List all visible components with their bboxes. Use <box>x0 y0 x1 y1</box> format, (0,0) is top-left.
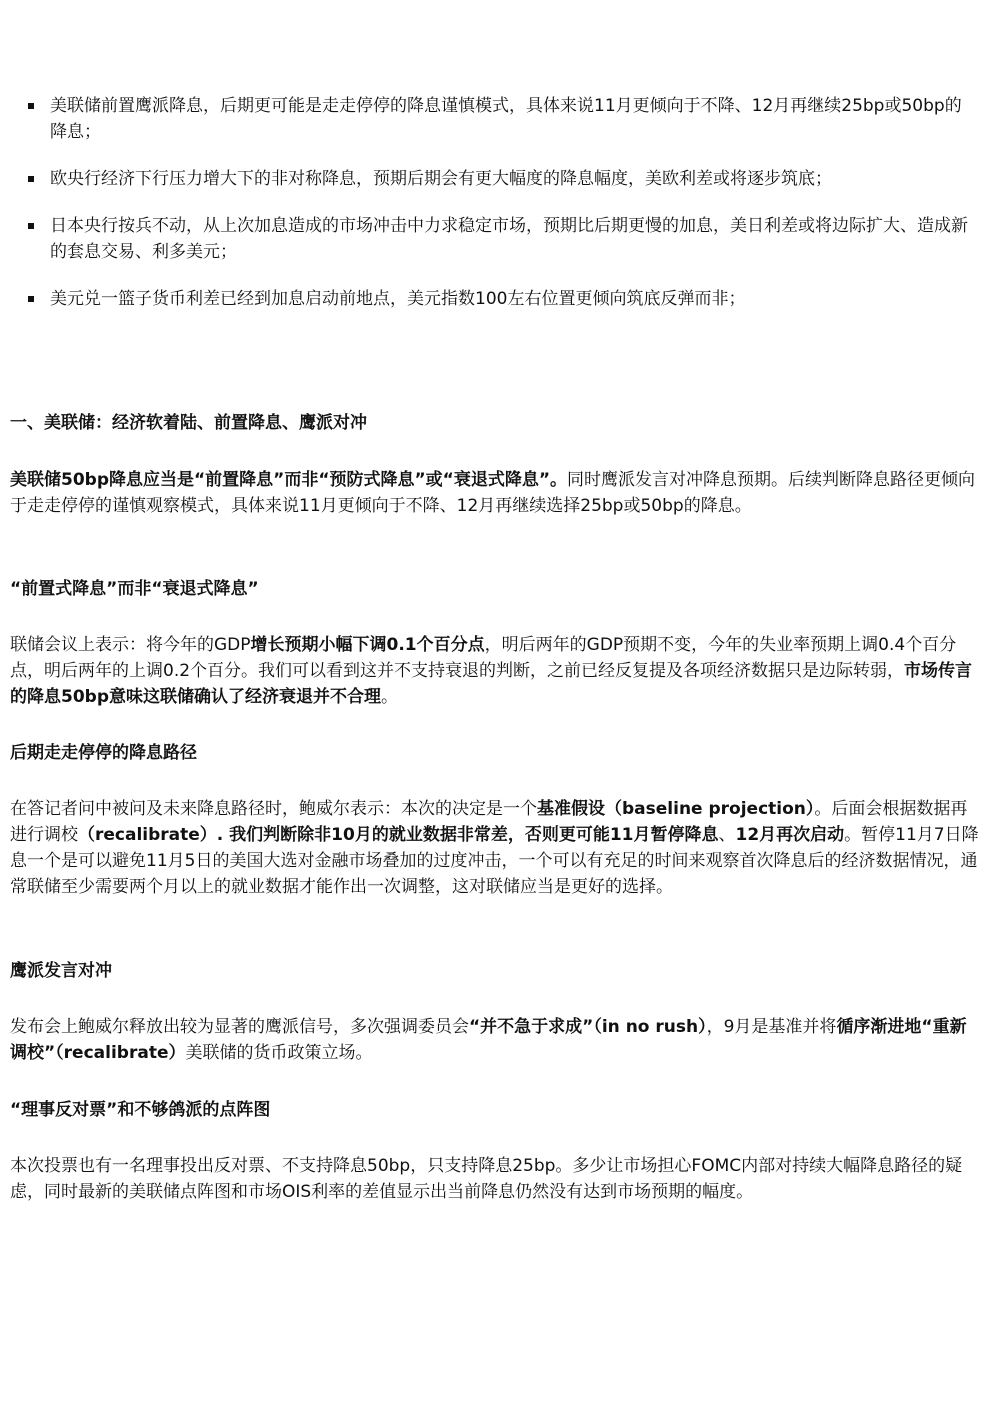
subheading-stop-go-path: 后期走走停停的降息路径 <box>10 743 197 763</box>
summary-bullet: 欧央行经济下行压力增大下的非对称降息，预期后期会有更大幅度的降息幅度，美欧利差或将逐步筑底； <box>28 166 973 192</box>
summary-bullet-list <box>28 93 973 333</box>
summary-bullet: 美元兑一篮子货币利差已经到加息启动前地点，美元指数100左右位置更倾向筑底反弹而非； <box>28 286 973 312</box>
summary-bullet: 美联储前置鹰派降息，后期更可能是走走停停的降息谨慎模式，具体来说11月更倾向于不降、12月再继续25bp或50bp的降息； <box>28 93 973 145</box>
paragraph-gdp-projection: 联储会议上表示：将今年的GDP增长预期小幅下调0.1个百分点，明后两年的GDP预期不变，今年的失业率预期上调0.4个百分点，明后两年的上调0.2个百分。我们可以看到这并不支持衰退的判断，之前已经反复提及各项经济数据只是边际转弱，市场传言的降息50bp意味这联储确认了经济衰退并不合理。 <box>10 635 973 707</box>
square-bullet-icon <box>28 296 34 302</box>
square-bullet-icon <box>28 103 34 109</box>
square-bullet-icon <box>28 223 34 229</box>
paragraph-dissent-vote: 本次投票也有一名理事投出反对票、不支持降息50bp，只支持降息25bp。多少让市场担心FOMC内部对持续大幅降息路径的疑虑，同时最新的美联储点阵图和市场OIS利率的差值显示出当前降息仍然没有达到市场预期的幅度。 <box>10 1156 963 1202</box>
paragraph-fed-summary: 美联储50bp降息应当是“前置降息”而非“预防式降息”或“衰退式降息”。同时鹰派发言对冲降息预期。后续判断降息路径更倾向于走走停停的谨慎观察模式，具体来说11月更倾向于不降、12月再继续选择25bp或50bp的降息。 <box>10 470 976 516</box>
subheading-dissent-dot-plot: “理事反对票”和不够鸽派的点阵图 <box>10 1100 271 1120</box>
summary-bullet: 日本央行按兵不动，从上次加息造成的市场冲击中力求稳定市场，预期比后期更慢的加息，美日利差或将边际扩大、造成新的套息交易、利多美元； <box>28 213 973 265</box>
square-bullet-icon <box>28 176 34 182</box>
subheading-hawkish-hedge: 鹰派发言对冲 <box>10 961 112 981</box>
subheading-front-loaded: “前置式降息”而非“衰退式降息” <box>10 579 259 599</box>
bold-lead: 美联储50bp降息应当是“前置降息”而非“预防式降息”或“衰退式降息”。 <box>10 470 568 490</box>
paragraph-rate-path: 在答记者问中被问及未来降息路径时，鲍威尔表示：本次的决定是一个基准假设（baseline projection）。后面会根据数据再进行调校（recalibrate）. 我们判断除非10月的就业数据非常差，否则更可能11月暂停降息、12月再次启动。暂停11月7日降息一个是可以避免11月5日的美国大选对金融市场叠加的过度冲击，一个可以有充足的时间来观察首次降息后的经济数据情况，通常联储至少需要两个月以上的就业数据才能作出一次调整，这对联储应当是更好的选择。 <box>10 799 979 897</box>
section-heading-fed: 一、美联储：经济软着陆、前置降息、鹰派对冲 <box>10 413 367 433</box>
paragraph-hawkish-signals: 发布会上鲍威尔释放出较为显著的鹰派信号，多次强调委员会“并不急于求成”（in no rush），9月是基准并将循序渐进地“重新调校”（recalibrate）美联储的货币政策立场。 <box>10 1017 967 1063</box>
